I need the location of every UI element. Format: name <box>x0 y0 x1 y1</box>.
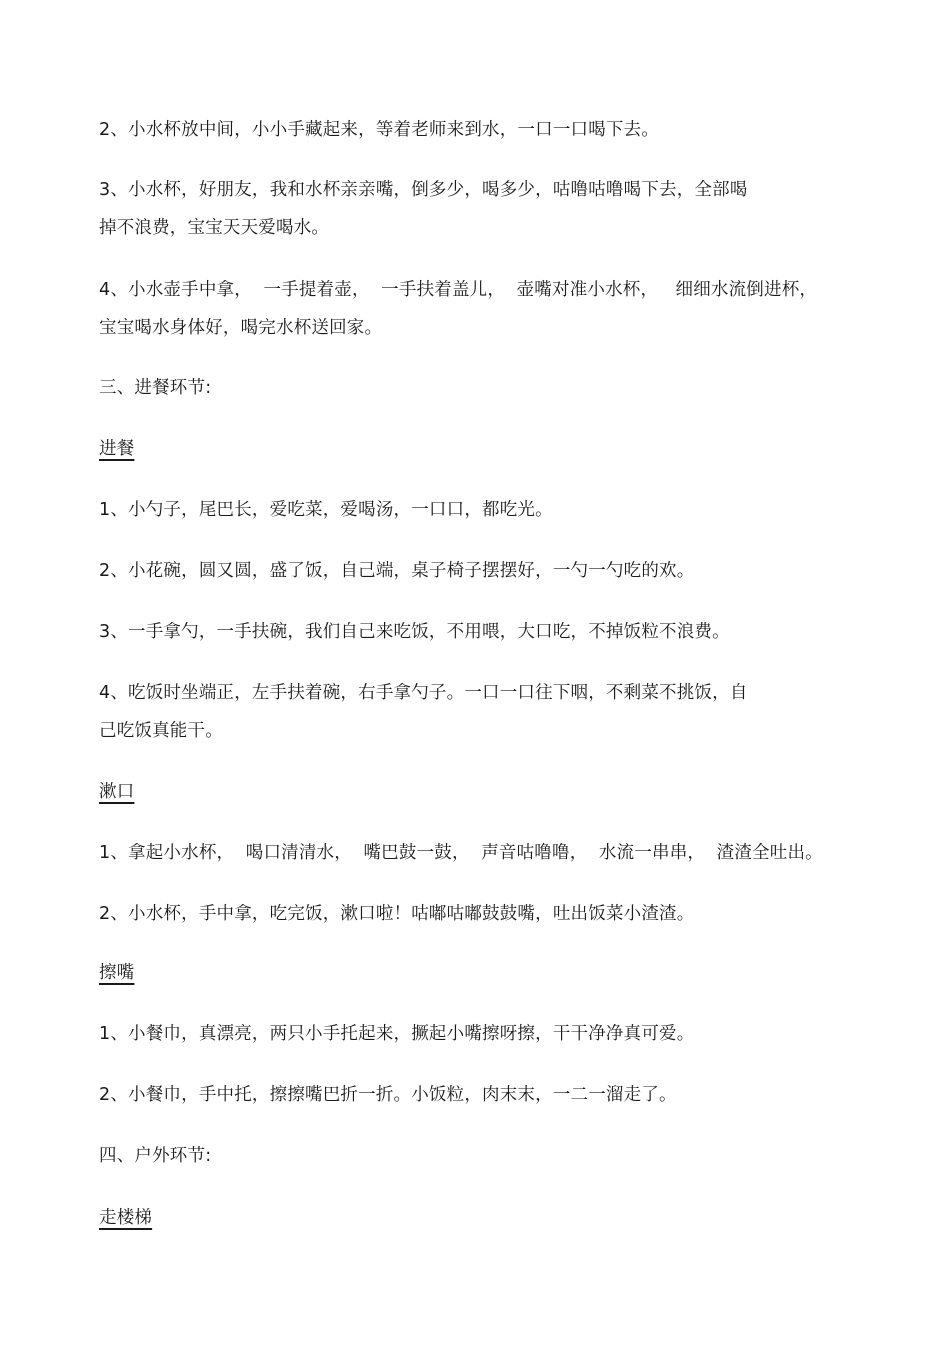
wipe-item-2: 2、小餐巾，手中托，擦擦嘴巴折一折。小饭粒，肉末末，一二一溜走了。 <box>99 1085 677 1105</box>
heading-wipe-mouth: 擦嘴 <box>99 963 135 983</box>
meal-item-3: 3、一手拿勺，一手扶碗，我们自己来吃饭，不用喂，大口吃，不掉饭粒不浪费。 <box>99 622 730 642</box>
meal-item-2: 2、小花碗，圆又圆，盛了饭，自己端，桌子椅子摆摆好，一勺一勺吃的欢。 <box>99 561 695 581</box>
meal-item-1: 1、小勺子，尾巴长，爱吃菜，爱喝汤，一口口，都吃光。 <box>99 500 553 520</box>
rinse-item-2: 2、小水杯，手中拿，吃完饭，漱口啦！咕嘟咕嘟鼓鼓嘴，吐出饭菜小渣渣。 <box>99 904 695 924</box>
heading-rinse: 漱口 <box>99 782 135 802</box>
drink-item-4-line2: 宝宝喝水身体好，喝完水杯送回家。 <box>99 318 383 338</box>
section-title-outdoor: 四、户外环节: <box>99 1146 212 1166</box>
heading-stairs: 走楼梯 <box>99 1208 153 1228</box>
meal-item-4-line2: 己吃饭真能干。 <box>99 721 223 741</box>
drink-item-3-line1: 3、小水杯，好朋友，我和水杯亲亲嘴，倒多少，喝多少，咕噜咕噜喝下去，全部喝 <box>99 180 748 200</box>
heading-meal: 进餐 <box>99 439 135 459</box>
drink-item-3-line2: 掉不浪费，宝宝天天爱喝水。 <box>99 218 330 238</box>
section-title-meal-time: 三、进餐环节: <box>99 378 212 398</box>
drink-item-4-line1: 4、小水壶手中拿， 一手提着壶， 一手扶着盖儿， 壶嘴对准小水杯， 细细水流倒进杯， <box>99 280 818 300</box>
wipe-item-1: 1、小餐巾，真漂亮，两只小手托起来，撅起小嘴擦呀擦，干干净净真可爱。 <box>99 1024 695 1044</box>
meal-item-4-line1: 4、吃饭时坐端正，左手扶着碗，右手拿勺子。一口一口往下咽，不剩菜不挑饭，自 <box>99 683 748 703</box>
rinse-item-1: 1、拿起小水杯， 喝口清清水， 嘴巴鼓一鼓， 声音咕噜噜， 水流一串串， 渣渣全吐出。 <box>99 843 823 863</box>
drink-item-2: 2、小水杯放中间，小小手藏起来，等着老师来到水，一口一口喝下去。 <box>99 120 660 140</box>
